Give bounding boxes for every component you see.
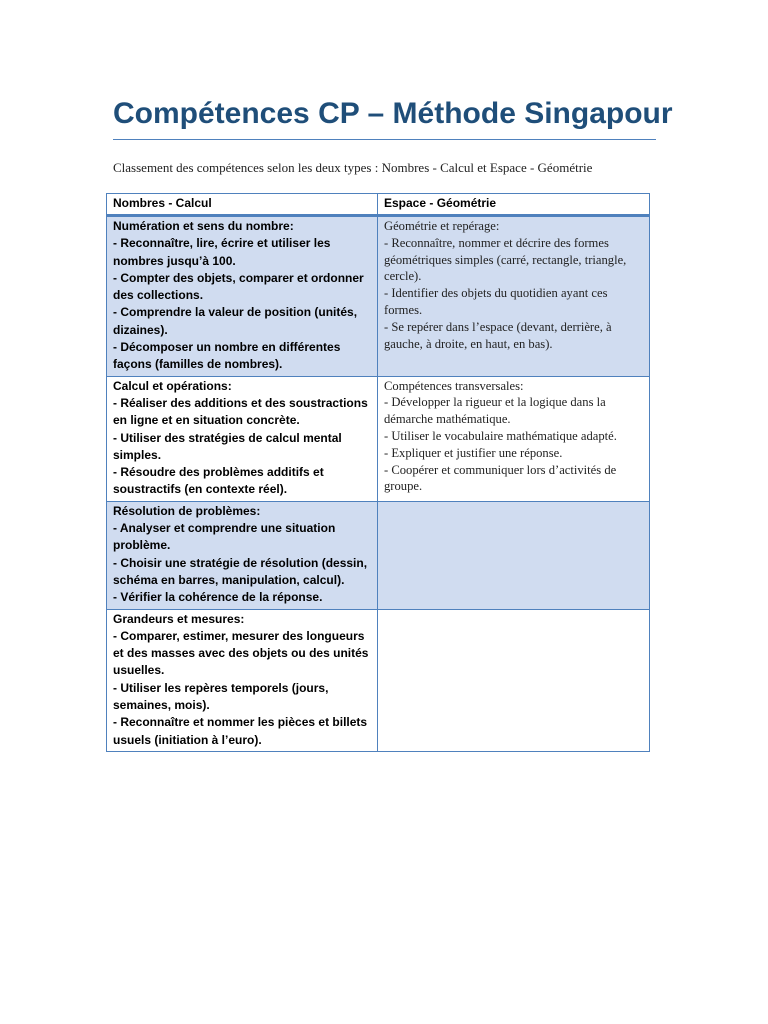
document-title: Compétences CP – Méthode Singapour xyxy=(113,97,673,130)
cell-numeration xyxy=(107,216,378,377)
cell-grandeurs-mesures xyxy=(107,609,378,751)
skill-item: - Utiliser les repères temporels (jours, semaines, mois). xyxy=(113,680,329,713)
skill-item: - Compter des objets, comparer et ordonner des collections. xyxy=(113,270,364,303)
cell-competences-transversales xyxy=(378,376,650,501)
skill-item: - Utiliser des stratégies de calcul mental simples. xyxy=(113,430,342,462)
skill-item: - Reconnaître et nommer les pièces et billets usuels (initiation à l’euro). xyxy=(113,715,368,747)
cell-resolution-problemes xyxy=(107,501,378,609)
skill-item: - Se repérer dans l’espace (devant, derrière, à gauche, à droite, en haut, en bas). xyxy=(384,319,612,351)
category-label: Grandeurs et mesures: xyxy=(113,611,245,626)
skill-item: - Réaliser des additions et des soustractions en ligne et en situation concrète. xyxy=(113,395,368,428)
skills-table xyxy=(106,193,650,752)
skill-item: - Expliquer et justifier une réponse. xyxy=(384,445,563,460)
cell-calcul-operations xyxy=(107,376,378,501)
category-label: Géométrie et repérage: xyxy=(384,219,500,233)
table-row xyxy=(107,501,650,609)
cell-geometrie-reperage xyxy=(378,216,650,377)
skill-item: - Comprendre la valeur de position (unités, dizaines). xyxy=(113,305,358,337)
category-label: Compétences transversales: xyxy=(384,378,524,393)
category-label: Numération et sens du nombre: xyxy=(113,219,294,233)
table-row xyxy=(107,216,650,377)
skill-item: - Reconnaître, nommer et décrire des formes géométriques simples (carré, rectangle, triangle, cercle). xyxy=(384,235,627,284)
skill-item: - Identifier des objets du quotidien ayant ces formes. xyxy=(384,286,608,317)
skill-item: - Résoudre des problèmes additifs et soustractifs (en contexte réel). xyxy=(113,465,324,497)
skill-item: - Utiliser le vocabulaire mathématique adapté. xyxy=(384,429,617,444)
skill-item: - Reconnaître, lire, écrire et utiliser les nombres jusqu’à 100. xyxy=(113,236,331,268)
skill-item: - Analyser et comprendre une situation problème. xyxy=(113,521,336,553)
header-nombres-calcul: Nombres - Calcul xyxy=(107,194,378,216)
skill-item: - Décomposer un nombre en différentes façons (familles de nombres). xyxy=(113,340,341,372)
table-row xyxy=(107,609,650,751)
table-header-row xyxy=(107,194,650,216)
skill-item: - Choisir une stratégie de résolution (dessin, schéma en barres, manipulation, calcul). xyxy=(113,555,368,587)
cell-empty xyxy=(378,501,650,609)
category-label: Résolution de problèmes: xyxy=(113,503,261,518)
table-row xyxy=(107,376,650,501)
skill-item: - Comparer, estimer, mesurer des longueurs et des masses avec des objets ou des unités usuelles. xyxy=(113,628,369,678)
skill-item: - Développer la rigueur et la logique dans la démarche mathématique. xyxy=(384,395,606,427)
intro-paragraph: Classement des compétences selon les deux types : Nombres - Calcul et Espace - Géométrie xyxy=(113,160,593,175)
skill-item: - Vérifier la cohérence de la réponse. xyxy=(113,590,323,605)
skill-item: - Coopérer et communiquer lors d’activités de groupe. xyxy=(384,462,617,494)
category-label: Calcul et opérations: xyxy=(113,378,232,393)
title-underline xyxy=(113,139,656,140)
header-espace-geometrie: Espace - Géométrie xyxy=(378,194,650,216)
cell-empty xyxy=(378,609,650,751)
